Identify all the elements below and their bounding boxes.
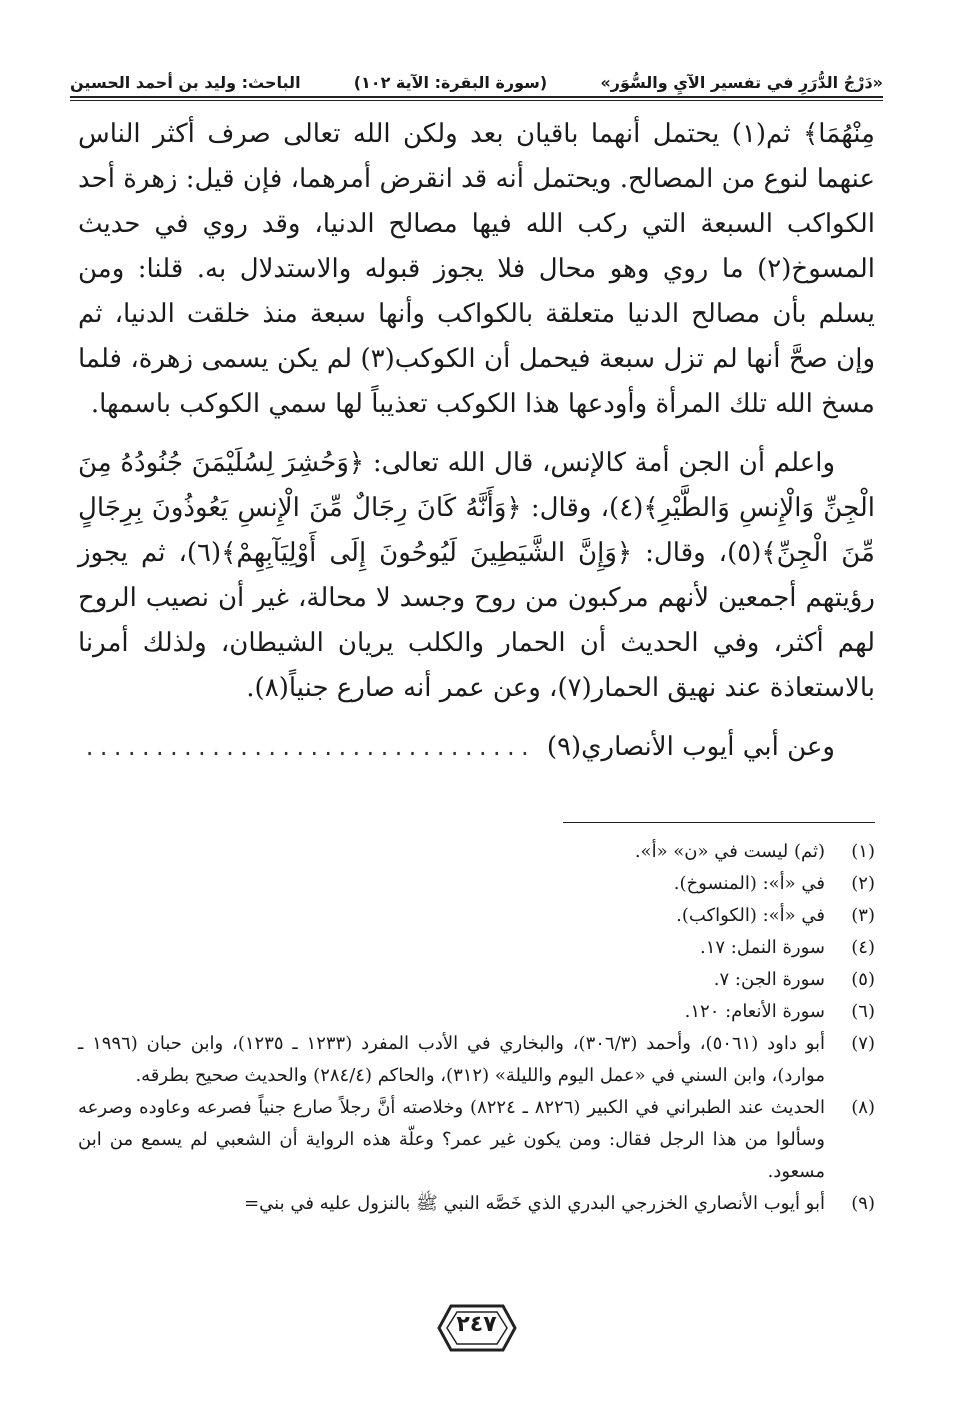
footnote: [78, 900, 875, 932]
footnote-number: (٥): [851, 969, 875, 990]
surah-location: (سورة البقرة: الآية ١٠٢): [353, 73, 548, 92]
header-rule: [70, 96, 883, 101]
footnotes: [78, 836, 875, 1220]
footnote-text: (ثم) ليست في «ن» «أ».: [634, 841, 825, 862]
footnote-text: سورة النمل: ١٧.: [699, 937, 825, 958]
paragraph: مِنْهُمَا﴾ ثم(١) يحتمل أنهما باقيان بعد ولكن الله تعالى صرف أكثر الناس عنهما لنوع من المصالح. ويحتمل أنه قد انقرض أمرهما، فإن قيل: زهرة أحد الكواكب السبعة التي ركب الله فيها مصالح الدنيا، وقد روي في حديث المسوخ(٢) ما روي وهو محال فلا يجوز قبوله والاستدلال به. قلنا: ومن يسلم بأن مصالح الدنيا متعلقة بالكواكب وأنها سبعة منذ خلقت الدنيا، ثم وإن صحَّ أنها لم تزل سبعة فيحمل أن الكوكب(٣) لم يكن يسمى زهرة، فلما مسخ الله تلك المرأة وأودعها هذا الكوكب تعذيباً لها سمي الكوكب باسمها.: [78, 119, 876, 419]
main-text: [78, 112, 875, 771]
footnote-number: (٩): [851, 1193, 875, 1214]
continuation-dots: ................................: [83, 736, 533, 760]
paragraph: واعلم أن الجن أمة كالإنس، قال الله تعالى: ﴿وَحُشِرَ لِسُلَيْمَنَ جُنُودُهُ مِنَ الْجِنِّ وَالْإِنسِ وَالطَّيْرِ﴾(٤)، وقال: ﴿وَأَنَّهُ كَانَ رِجَالٌ مِّنَ الْإِنسِ يَعُوذُونَ بِرِجَالٍ مِّنَ الْجِنِّ﴾(٥)، وقال: ﴿وَإِنَّ الشَّيَطِينَ لَيُوحُونَ إِلَى أَوْلِيَآبِهِمْ﴾(٦)، ثم يجوز رؤيتهم أجمعين لأنهم مركبون من روح وجسد لا محالة، غير أن نصيب الروح لهم أكثر، وفي الحديث أن الحمار والكلب يريان الشيطان، ولذلك أمرنا بالاستعاذة عند نهيق الحمار(٧)، وعن عمر أنه صارع جنياً(٨).: [78, 448, 876, 703]
footnote-divider: [563, 822, 875, 823]
footnote-number: (٢): [851, 873, 875, 894]
footnote-number: (٣): [851, 905, 875, 926]
footnote: [78, 868, 875, 900]
footnote-number: (٤): [851, 937, 875, 958]
footnote: [78, 964, 875, 996]
footnote-text: سورة الجن: ٧.: [713, 969, 825, 990]
footnote-text: الحديث عند الطبراني في الكبير (٨٢٢٦ ـ ٨٢٢٤) وخلاصته أنَّ رجلاً صارع جنياً فصرعه وعاوده وصرعه وسألوا من هذا الرجل فقال: ومن يكون غير عمر؟ وعلّة هذه الرواية أن الشعبي لم يسمع من ابن مسعود.: [78, 1097, 826, 1182]
footnote-number: (٦): [851, 1001, 875, 1022]
footnote-number: (١): [851, 841, 875, 862]
researcher-name: الباحث: وليد بن أحمد الحسين: [70, 73, 301, 92]
running-header: [70, 58, 883, 92]
footnote-text: سورة الأنعام: ١٢٠.: [684, 1001, 825, 1022]
footnote-text: في «أ»: (المنسوخ).: [673, 873, 825, 894]
footnote-text: أبو داود (٥٠٦١)، وأحمد (٣٠٦/٣)، والبخاري في الأدب المفرد (١٢٣٣ ـ ١٢٣٥)، وابن حبان (١٩٩٦ ـ موارد)، وابن السني في «عمل اليوم والليلة» (٣١٢)، والحاكم (٢٨٤/٤) والحديث صحيح بطرقه.: [78, 1033, 826, 1086]
paragraph: وعن أبي أيوب الأنصاري(٩): [546, 732, 835, 762]
page-number: [437, 1300, 517, 1356]
footnote: [78, 932, 875, 964]
footnote: [78, 836, 875, 868]
page-number-text: ٢٤٧: [456, 1312, 497, 1337]
book-title: «دَرْجُ الدُّرَرِ في تفسير الآيِ والسُّوَر»: [600, 73, 883, 92]
footnote: [78, 1028, 875, 1092]
footnote-text: في «أ»: (الكواكب).: [676, 905, 825, 926]
footnote: [78, 1092, 875, 1188]
continuation-line: [78, 725, 875, 771]
footnote-number: (٨): [851, 1097, 875, 1118]
footnote: [78, 1188, 875, 1220]
footnote: [78, 996, 875, 1028]
footnote-text: أبو أيوب الأنصاري الخزرجي البدري الذي خَصَّه النبي ﷺ بالنزول عليه في بني=: [244, 1193, 825, 1214]
footnote-number: (٧): [851, 1033, 875, 1054]
